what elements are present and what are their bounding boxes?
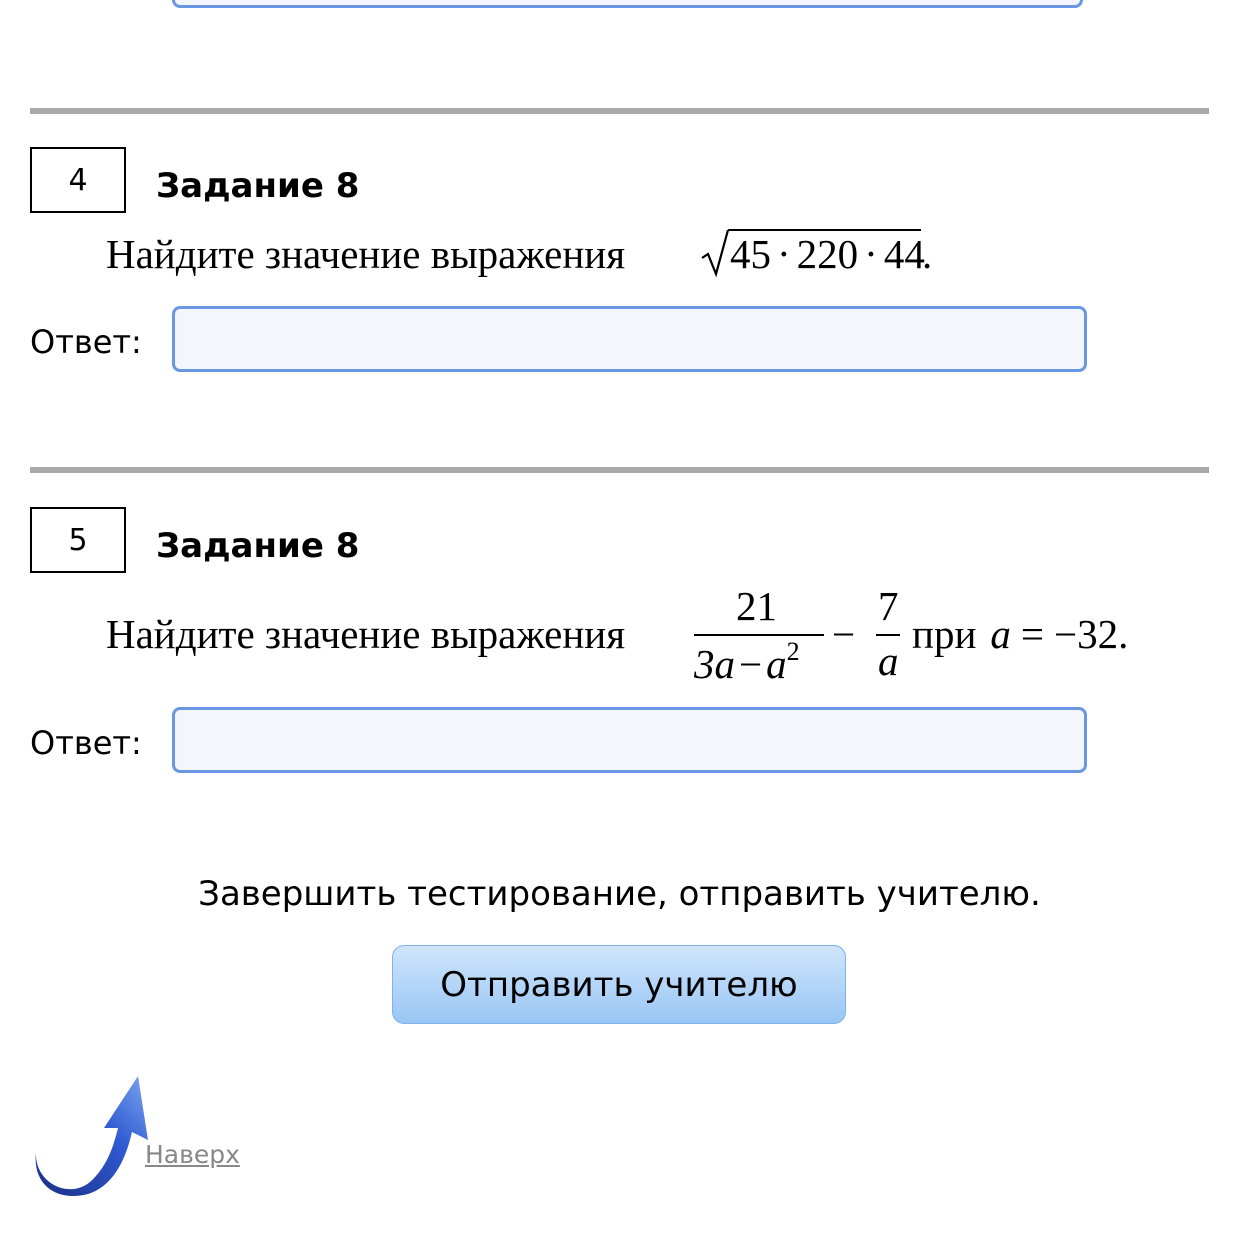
equals-sign: = <box>1020 611 1045 657</box>
answer-input[interactable] <box>172 707 1087 773</box>
minus-sign: − <box>832 611 856 657</box>
fraction-denominator <box>694 637 800 688</box>
task-number: 4 <box>30 147 126 213</box>
send-to-teacher-button[interactable]: Отправить учителю <box>392 945 846 1024</box>
task-text: Найдите значение выражения <box>106 231 626 277</box>
answer-label: Ответ: <box>30 724 142 762</box>
arrow-graphic <box>28 1074 153 1199</box>
task-title: Задание 8 <box>156 526 360 566</box>
math-expression <box>700 224 940 280</box>
value: −32 <box>1054 611 1119 657</box>
condition-word: при <box>912 611 977 657</box>
curved-up-arrow-icon[interactable] <box>28 1074 153 1203</box>
task-text: Найдите значение выражения <box>106 611 626 657</box>
task-separator <box>30 467 1209 473</box>
fraction-bar <box>876 634 900 636</box>
radicand-factor: 44 <box>883 231 925 277</box>
fraction-numerator: 21 <box>736 583 777 629</box>
math-expression <box>690 580 1170 690</box>
fraction-bar <box>694 634 824 636</box>
exponent: 2 <box>786 637 800 666</box>
sqrt-radical-icon <box>700 228 730 278</box>
radicand-factor: 220 <box>796 231 859 277</box>
fraction-numerator: 7 <box>878 583 899 629</box>
variable: a <box>990 611 1011 657</box>
denominator-term: 3a <box>694 641 735 687</box>
expression-end: . <box>922 231 933 277</box>
task-separator <box>30 108 1209 114</box>
sqrt-radicand: 45 · 220 · 44 <box>730 231 925 277</box>
radicand-factor: 45 <box>730 231 771 277</box>
answer-label: Ответ: <box>30 323 142 361</box>
variable: a <box>766 641 787 687</box>
task-number: 5 <box>30 507 126 573</box>
condition <box>912 610 1128 658</box>
back-to-top-link[interactable]: Наверх <box>145 1140 240 1169</box>
finish-text: Завершить тестирование, отправить учителю. <box>198 874 1041 914</box>
previous-answer-input[interactable] <box>172 0 1083 8</box>
expression-end: . <box>1118 611 1129 657</box>
answer-input[interactable] <box>172 306 1087 372</box>
minus-sign: − <box>739 641 763 687</box>
fraction-denominator: a <box>878 638 899 684</box>
task-title: Задание 8 <box>156 166 360 206</box>
